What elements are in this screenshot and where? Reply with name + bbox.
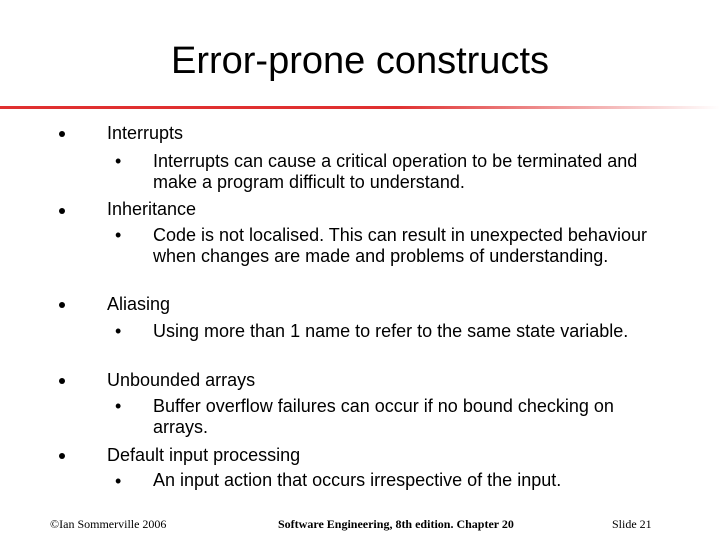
item-detail: Interrupts can cause a critical operation to be terminated and make a program difficult to understand. [153, 151, 638, 192]
footer-copyright: ©Ian Sommerville 2006 [50, 517, 167, 531]
bullet-dot-icon [59, 302, 65, 308]
slide-title: Error-prone constructs [170, 40, 549, 82]
item-heading: Interrupts [107, 123, 184, 143]
sub-bullet-icon: • [115, 321, 122, 341]
item-detail: Code is not localised. This can result in unexpected behaviour when changes are made and problems of understanding. [153, 225, 647, 266]
bullet-dot-icon [59, 453, 65, 459]
item-heading: Aliasing [107, 294, 171, 314]
bullet-dot-icon [59, 378, 65, 384]
footer-slide-number: Slide 21 [612, 517, 652, 531]
footer-book-title: Software Engineering, 8th edition. Chapter 20 [278, 517, 514, 531]
item-detail: An input action that occurs irrespective of the input. [153, 470, 562, 490]
sub-bullet-icon: • [115, 225, 122, 245]
item-detail: Using more than 1 name to refer to the same state variable. [153, 321, 629, 341]
item-detail: Buffer overflow failures can occur if no bound checking on arrays. [153, 396, 614, 437]
item-heading: Unbounded arrays [107, 370, 256, 390]
bullet-dot-icon [59, 208, 65, 214]
item-heading: Default input processing [107, 445, 301, 465]
bullet-dot-icon [59, 131, 65, 137]
item-heading: Inheritance [107, 199, 197, 219]
sub-bullet-icon: • [115, 151, 122, 171]
sub-bullet-icon: • [115, 396, 122, 416]
sub-bullet-icon: • [115, 471, 122, 491]
